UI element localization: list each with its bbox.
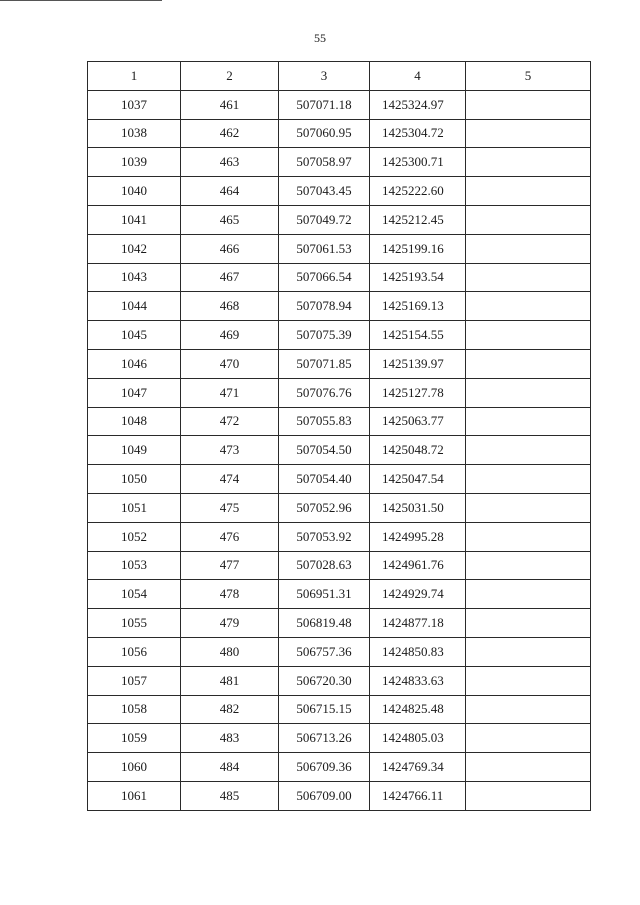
header-cell-3: 3 [279,62,370,91]
note-cell [466,551,591,580]
table-row [88,321,591,350]
y-coordinate-cell: 1424766.11 [370,781,466,810]
x-coordinate-cell: 507075.39 [279,321,370,350]
vertex-number-cell: 476 [181,522,279,551]
point-number-cell: 1044 [88,292,181,321]
vertex-number-cell: 480 [181,637,279,666]
point-number-cell: 1047 [88,378,181,407]
y-coordinate-cell: 1424825.48 [370,695,466,724]
table-row [88,724,591,753]
header-cell-4: 4 [370,62,466,91]
y-coordinate-cell: 1424877.18 [370,609,466,638]
page-number: 55 [314,31,326,45]
y-coordinate-cell: 1425048.72 [370,436,466,465]
point-number-cell: 1061 [88,781,181,810]
y-coordinate-cell: 1425139.97 [370,349,466,378]
point-number-cell: 1048 [88,407,181,436]
point-number-cell: 1046 [88,349,181,378]
point-number-cell: 1042 [88,234,181,263]
table-row [88,407,591,436]
note-cell [466,292,591,321]
header-cell-5: 5 [466,62,591,91]
note-cell [466,407,591,436]
vertex-number-cell: 467 [181,263,279,292]
table-row [88,609,591,638]
y-coordinate-cell: 1425324.97 [370,90,466,119]
table-header [88,62,591,91]
x-coordinate-cell: 507049.72 [279,205,370,234]
x-coordinate-cell: 507054.50 [279,436,370,465]
point-number-cell: 1039 [88,148,181,177]
note-cell [466,609,591,638]
table-row [88,292,591,321]
header-cell-1: 1 [88,62,181,91]
x-coordinate-cell: 507055.83 [279,407,370,436]
table-row [88,378,591,407]
y-coordinate-cell: 1424805.03 [370,724,466,753]
coordinates-table [87,61,591,811]
table-row [88,493,591,522]
x-coordinate-cell: 507061.53 [279,234,370,263]
vertex-number-cell: 484 [181,753,279,782]
note-cell [466,436,591,465]
point-number-cell: 1037 [88,90,181,119]
y-coordinate-cell: 1425031.50 [370,493,466,522]
vertex-number-cell: 468 [181,292,279,321]
note-cell [466,205,591,234]
y-coordinate-cell: 1424833.63 [370,666,466,695]
note-cell [466,90,591,119]
y-coordinate-cell: 1425127.78 [370,378,466,407]
point-number-cell: 1059 [88,724,181,753]
vertex-number-cell: 463 [181,148,279,177]
y-coordinate-cell: 1425212.45 [370,205,466,234]
table-row [88,119,591,148]
note-cell [466,263,591,292]
table-row [88,234,591,263]
y-coordinate-cell: 1425193.54 [370,263,466,292]
table-row [88,781,591,810]
vertex-number-cell: 465 [181,205,279,234]
y-coordinate-cell: 1425199.16 [370,234,466,263]
table-row [88,205,591,234]
x-coordinate-cell: 506713.26 [279,724,370,753]
note-cell [466,321,591,350]
vertex-number-cell: 473 [181,436,279,465]
x-coordinate-cell: 506715.15 [279,695,370,724]
table-row [88,522,591,551]
point-number-cell: 1056 [88,637,181,666]
x-coordinate-cell: 506819.48 [279,609,370,638]
table-body [88,90,591,810]
x-coordinate-cell: 507071.85 [279,349,370,378]
vertex-number-cell: 464 [181,177,279,206]
y-coordinate-cell: 1425063.77 [370,407,466,436]
table-row [88,753,591,782]
vertex-number-cell: 474 [181,465,279,494]
y-coordinate-cell: 1425169.13 [370,292,466,321]
table-row [88,465,591,494]
note-cell [466,724,591,753]
x-coordinate-cell: 507078.94 [279,292,370,321]
note-cell [466,148,591,177]
vertex-number-cell: 481 [181,666,279,695]
vertex-number-cell: 485 [181,781,279,810]
note-cell [466,666,591,695]
point-number-cell: 1052 [88,522,181,551]
note-cell [466,177,591,206]
table-row [88,695,591,724]
table-row [88,436,591,465]
vertex-number-cell: 483 [181,724,279,753]
note-cell [466,493,591,522]
vertex-number-cell: 466 [181,234,279,263]
x-coordinate-cell: 507054.40 [279,465,370,494]
table-row [88,90,591,119]
x-coordinate-cell: 507043.45 [279,177,370,206]
note-cell [466,119,591,148]
y-coordinate-cell: 1424769.34 [370,753,466,782]
point-number-cell: 1049 [88,436,181,465]
vertex-number-cell: 482 [181,695,279,724]
y-coordinate-cell: 1425222.60 [370,177,466,206]
x-coordinate-cell: 506709.36 [279,753,370,782]
table-row [88,263,591,292]
table-row [88,580,591,609]
note-cell [466,695,591,724]
header-cell-2: 2 [181,62,279,91]
point-number-cell: 1051 [88,493,181,522]
point-number-cell: 1058 [88,695,181,724]
y-coordinate-cell: 1425154.55 [370,321,466,350]
table-row [88,349,591,378]
y-coordinate-cell: 1425300.71 [370,148,466,177]
vertex-number-cell: 478 [181,580,279,609]
vertex-number-cell: 462 [181,119,279,148]
x-coordinate-cell: 506720.30 [279,666,370,695]
point-number-cell: 1050 [88,465,181,494]
note-cell [466,781,591,810]
y-coordinate-cell: 1424929.74 [370,580,466,609]
point-number-cell: 1053 [88,551,181,580]
x-coordinate-cell: 507028.63 [279,551,370,580]
point-number-cell: 1060 [88,753,181,782]
y-coordinate-cell: 1424850.83 [370,637,466,666]
point-number-cell: 1054 [88,580,181,609]
table-row [88,666,591,695]
vertex-number-cell: 470 [181,349,279,378]
top-rule [0,0,162,1]
y-coordinate-cell: 1424961.76 [370,551,466,580]
x-coordinate-cell: 506757.36 [279,637,370,666]
x-coordinate-cell: 507053.92 [279,522,370,551]
note-cell [466,753,591,782]
point-number-cell: 1057 [88,666,181,695]
note-cell [466,637,591,666]
x-coordinate-cell: 507066.54 [279,263,370,292]
x-coordinate-cell: 507058.97 [279,148,370,177]
point-number-cell: 1038 [88,119,181,148]
x-coordinate-cell: 506709.00 [279,781,370,810]
y-coordinate-cell: 1425304.72 [370,119,466,148]
point-number-cell: 1055 [88,609,181,638]
header-row [88,62,591,91]
point-number-cell: 1045 [88,321,181,350]
note-cell [466,522,591,551]
x-coordinate-cell: 507071.18 [279,90,370,119]
point-number-cell: 1043 [88,263,181,292]
point-number-cell: 1040 [88,177,181,206]
y-coordinate-cell: 1425047.54 [370,465,466,494]
vertex-number-cell: 472 [181,407,279,436]
table-row [88,177,591,206]
x-coordinate-cell: 507060.95 [279,119,370,148]
x-coordinate-cell: 507052.96 [279,493,370,522]
note-cell [466,349,591,378]
note-cell [466,465,591,494]
vertex-number-cell: 479 [181,609,279,638]
note-cell [466,378,591,407]
x-coordinate-cell: 506951.31 [279,580,370,609]
vertex-number-cell: 471 [181,378,279,407]
y-coordinate-cell: 1424995.28 [370,522,466,551]
vertex-number-cell: 475 [181,493,279,522]
note-cell [466,234,591,263]
table-row [88,551,591,580]
table-row [88,637,591,666]
vertex-number-cell: 477 [181,551,279,580]
x-coordinate-cell: 507076.76 [279,378,370,407]
table-row [88,148,591,177]
point-number-cell: 1041 [88,205,181,234]
note-cell [466,580,591,609]
vertex-number-cell: 461 [181,90,279,119]
vertex-number-cell: 469 [181,321,279,350]
